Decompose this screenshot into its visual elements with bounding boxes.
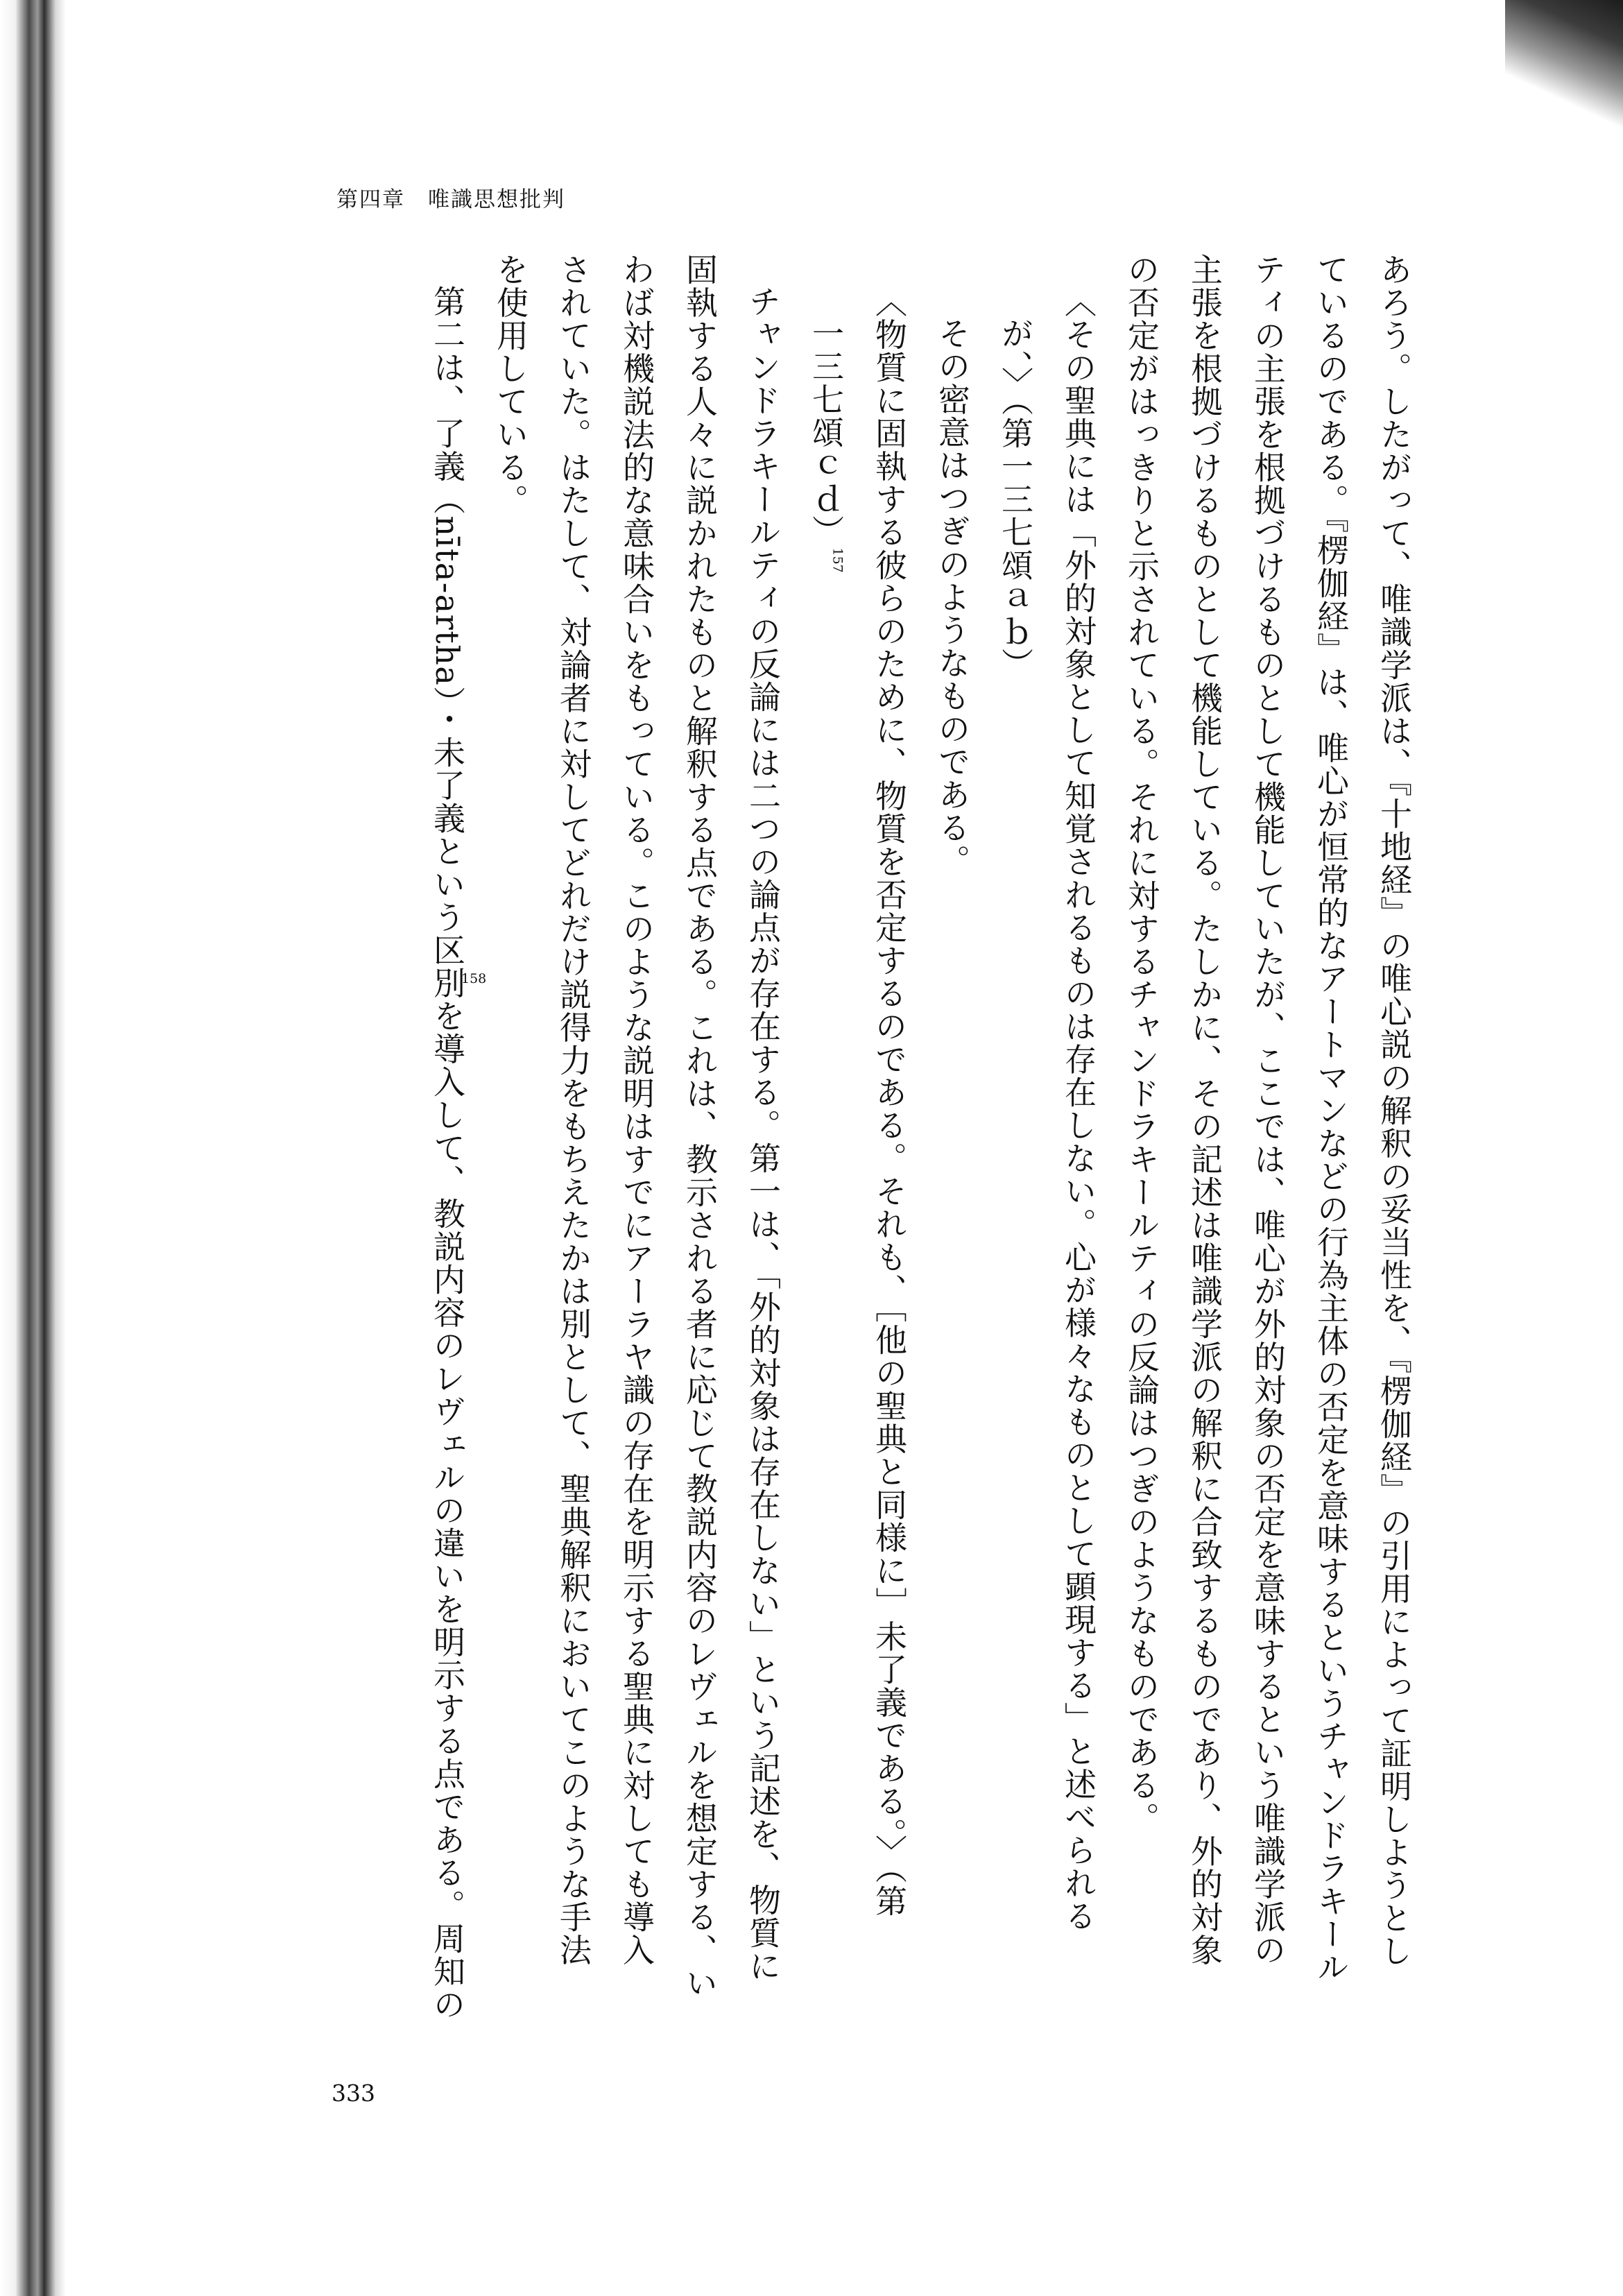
quote-line-5-text: 一三七頌ｃｄ） — [807, 317, 845, 548]
footnote-ref-158: 158 — [461, 971, 487, 986]
text-line-3: ティの主張を根拠づけるものとして機能していたが、ここでは、唯心が外的対象の否定を意味するという唯識学派の — [1249, 253, 1287, 1967]
running-head: 第四章 唯識思想批判 — [336, 187, 565, 212]
quote-line-3: その密意はつぎのようなものである。 — [934, 317, 971, 877]
text-line-9: されていた。はたして、対論者に対してどれだけ説得力をもちえたかは別として、聖典解釈においてこのような手法 — [555, 253, 592, 1967]
scan-corner-shadow — [1505, 0, 1623, 153]
quote-line-4: 〈物質に固執する彼らのために、物質を否定するのである。それも、［他の聖典と同様に］未了義である。〉（第 — [870, 285, 908, 1918]
page-number: 333 — [332, 2080, 375, 2107]
quote-line-2: が、〉（第一三七頌ａｂ） — [997, 317, 1034, 680]
text-line-10: を使用している。 — [492, 253, 529, 517]
text-line-4: 主張を根拠づけるものとして機能している。たしかに、その記述は唯識学派の解釈に合致するものであり、外的対象 — [1186, 253, 1223, 1967]
text-line-7: 固執する人々に説かれたものと解釈する点である。これは、教示される者に応じて教説内容のレヴェルを想定する、い — [681, 253, 719, 2000]
vertical-body-text — [291, 253, 1425, 2050]
footnote-ref-157: 157 — [830, 547, 845, 573]
text-line-1: あろう。したがって、唯識学派は、『十地経』の唯心説の解釈の妥当性を、『楞伽経』の引用によって証明しようとし — [1375, 253, 1413, 1968]
text-line-2: ているのである。『楞伽経』は、唯心が恒常的なアートマンなどの行為主体の否定を意味するというチャンドラキール — [1312, 253, 1350, 1984]
text-line-5: の否定がはっきりと示されている。それに対するチャンドラキールティの反論はつぎのようなものである。 — [1123, 253, 1160, 1835]
text-line-8: わば対機説法的な意味合いをもっている。このような説明はすでにアーラヤ識の存在を明示する聖典に対しても導入 — [618, 253, 655, 1967]
book-binding-shadow — [0, 0, 66, 2296]
text-line-6: チャンドラキールティの反論には二つの論点が存在する。第一は、「外的対象は存在しない」という記述を、物質に — [744, 285, 782, 1982]
quote-line-5 — [794, 253, 857, 2050]
quote-line-1: 〈その聖典には「外的対象として知覚されるものは存在しない。心が様々なものとして顕現する」と述べられる — [1060, 285, 1097, 1933]
text-line-11: 第二は、了義（nīta-artha）・未了義という区別を導入して、教説内容のレヴェルの違いを明示する点である。周知の — [429, 285, 466, 2021]
